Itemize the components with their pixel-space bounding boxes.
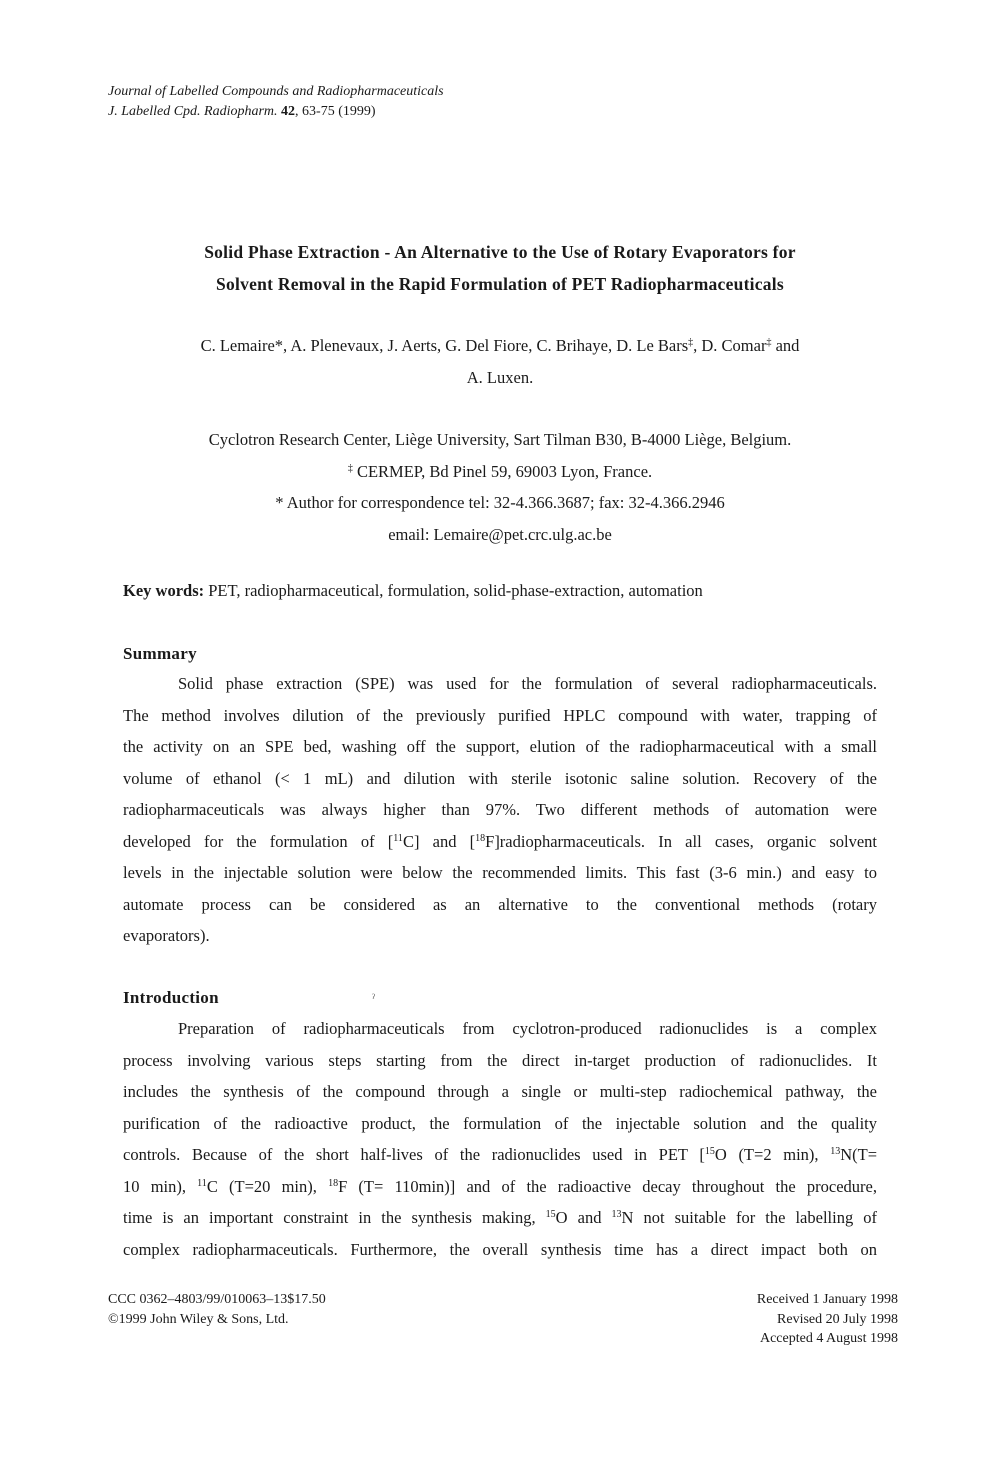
intro-line: complex radiopharmaceuticals. Furthermore, the overall synthesis time has a direct impact both on xyxy=(123,1239,877,1259)
author-affil-mark: ‡ xyxy=(688,337,694,348)
footer-dates xyxy=(757,1290,898,1349)
keywords-label: Key words: xyxy=(123,581,205,600)
intro-line: 10 min), $^{11}$C (T=20 min), $^{18}$F (T= 110min)] and of the radioactive decay throughout the procedure, xyxy=(123,1176,877,1196)
correspondence-contact: * Author for correspondence tel: 32-4.366.3687; fax: 32-4.366.2946 xyxy=(275,493,725,512)
summary-line: levels in the injectable solution were below the recommended limits. This fast (3-6 min.) and easy to xyxy=(123,863,877,882)
authors-part-1: C. Lemaire*, A. Plenevaux, J. Aerts, G. Del Fiore, C. Brihaye, D. Le Bars xyxy=(200,336,689,355)
revised-date: Revised 20 July 1998 xyxy=(777,1311,898,1327)
affiliation-liege: Cyclotron Research Center, Liège University, Sart Tilman B30, B-4000 Liège, Belgium. xyxy=(208,430,792,449)
intro-line: purification of the radioactive product, the formulation of the injectable solution and the quality xyxy=(123,1113,877,1133)
author-affil-mark: ‡ xyxy=(766,337,772,348)
affil-mark: ‡ xyxy=(347,462,353,474)
summary-line: developed for the formulation of [$^{11}$C] and [$^{18}$F]radiopharmaceuticals. In all cases, organic solvent xyxy=(123,831,877,851)
summary-line: radiopharmaceuticals was always higher than 97%. Two different methods of automation were xyxy=(123,800,877,819)
introduction-paragraph xyxy=(123,1013,877,1265)
journal-volume: 42 xyxy=(281,104,296,119)
paper-title xyxy=(100,236,900,300)
summary-paragraph xyxy=(123,668,877,952)
accepted-date: Accepted 4 August 1998 xyxy=(759,1331,898,1346)
ccc-code: CCC 0362–4803/99/010063–13$17.50 xyxy=(108,1292,326,1307)
stray-mark: ˀ xyxy=(372,991,375,1005)
journal-pages-year: , 63-75 (1999) xyxy=(295,104,376,119)
intro-line: controls. Because of the short half-lives of the radionuclides used in PET [$^{15}$O (T=2 min), $^{13}$N(T= xyxy=(123,1145,877,1164)
summary-line: volume of ethanol (< 1 mL) and dilution with sterile isotonic saline solution. Recovery of the xyxy=(123,768,877,788)
summary-line: the activity on an SPE bed, washing off the support, elution of the radiopharmaceutical with a small xyxy=(123,737,877,756)
summary-heading: Summary xyxy=(123,644,197,663)
journal-header xyxy=(108,82,444,122)
authors-part-2: , D. Comar xyxy=(693,336,767,355)
keywords-text: PET, radiopharmaceutical, formulation, solid-phase-extraction, automation xyxy=(204,581,703,600)
intro-line: process involving various steps starting from the direct in-target production of radionuclides. It xyxy=(123,1050,877,1070)
keywords xyxy=(123,576,703,606)
introduction-heading: Introduction xyxy=(123,988,219,1007)
copyright: ©1999 John Wiley & Sons, Ltd. xyxy=(108,1311,289,1327)
intro-line: time is an important constraint in the synthesis making, $^{15}$O and $^{13}$N not suitable for the labelling of xyxy=(123,1208,877,1227)
summary-line: Solid phase extraction (SPE) was used for the formulation of several radiopharmaceuticals. xyxy=(178,674,877,693)
intro-line: Preparation of radiopharmaceuticals from cyclotron-produced radionuclides is a complex xyxy=(178,1019,877,1038)
authors-line-1 xyxy=(100,330,900,362)
authors-line-2: A. Luxen. xyxy=(466,368,534,387)
summary-line: The method involves dilution of the previously purified HPLC compound with water, trapping of xyxy=(123,705,877,725)
journal-name: Journal of Labelled Compounds and Radiopharmaceuticals xyxy=(108,84,444,99)
affiliation-cermep: ‡ CERMEP, Bd Pinel 59, 69003 Lyon, France. xyxy=(347,461,653,481)
authors-part-3: and xyxy=(771,336,800,355)
author-list xyxy=(100,330,900,394)
summary-line: automate process can be considered as an alternative to the conventional methods (rotary xyxy=(123,894,877,914)
journal-abbrev: J. Labelled Cpd. Radiopharm. xyxy=(108,104,278,119)
summary-line: evaporators). xyxy=(123,926,210,945)
intro-line: includes the synthesis of the compound through a single or multi-step radiochemical pathway, the xyxy=(123,1082,877,1101)
correspondence-email: email: Lemaire@pet.crc.ulg.ac.be xyxy=(388,524,612,544)
journal-citation xyxy=(108,102,444,122)
received-date: Received 1 January 1998 xyxy=(756,1292,898,1307)
footer-publication-info xyxy=(108,1290,326,1329)
title-line-2: Solvent Removal in the Rapid Formulation of PET Radiopharmaceuticals xyxy=(216,274,784,294)
affiliations xyxy=(100,424,900,550)
title-line-1: Solid Phase Extraction - An Alternative to the Use of Rotary Evaporators for xyxy=(204,242,796,262)
